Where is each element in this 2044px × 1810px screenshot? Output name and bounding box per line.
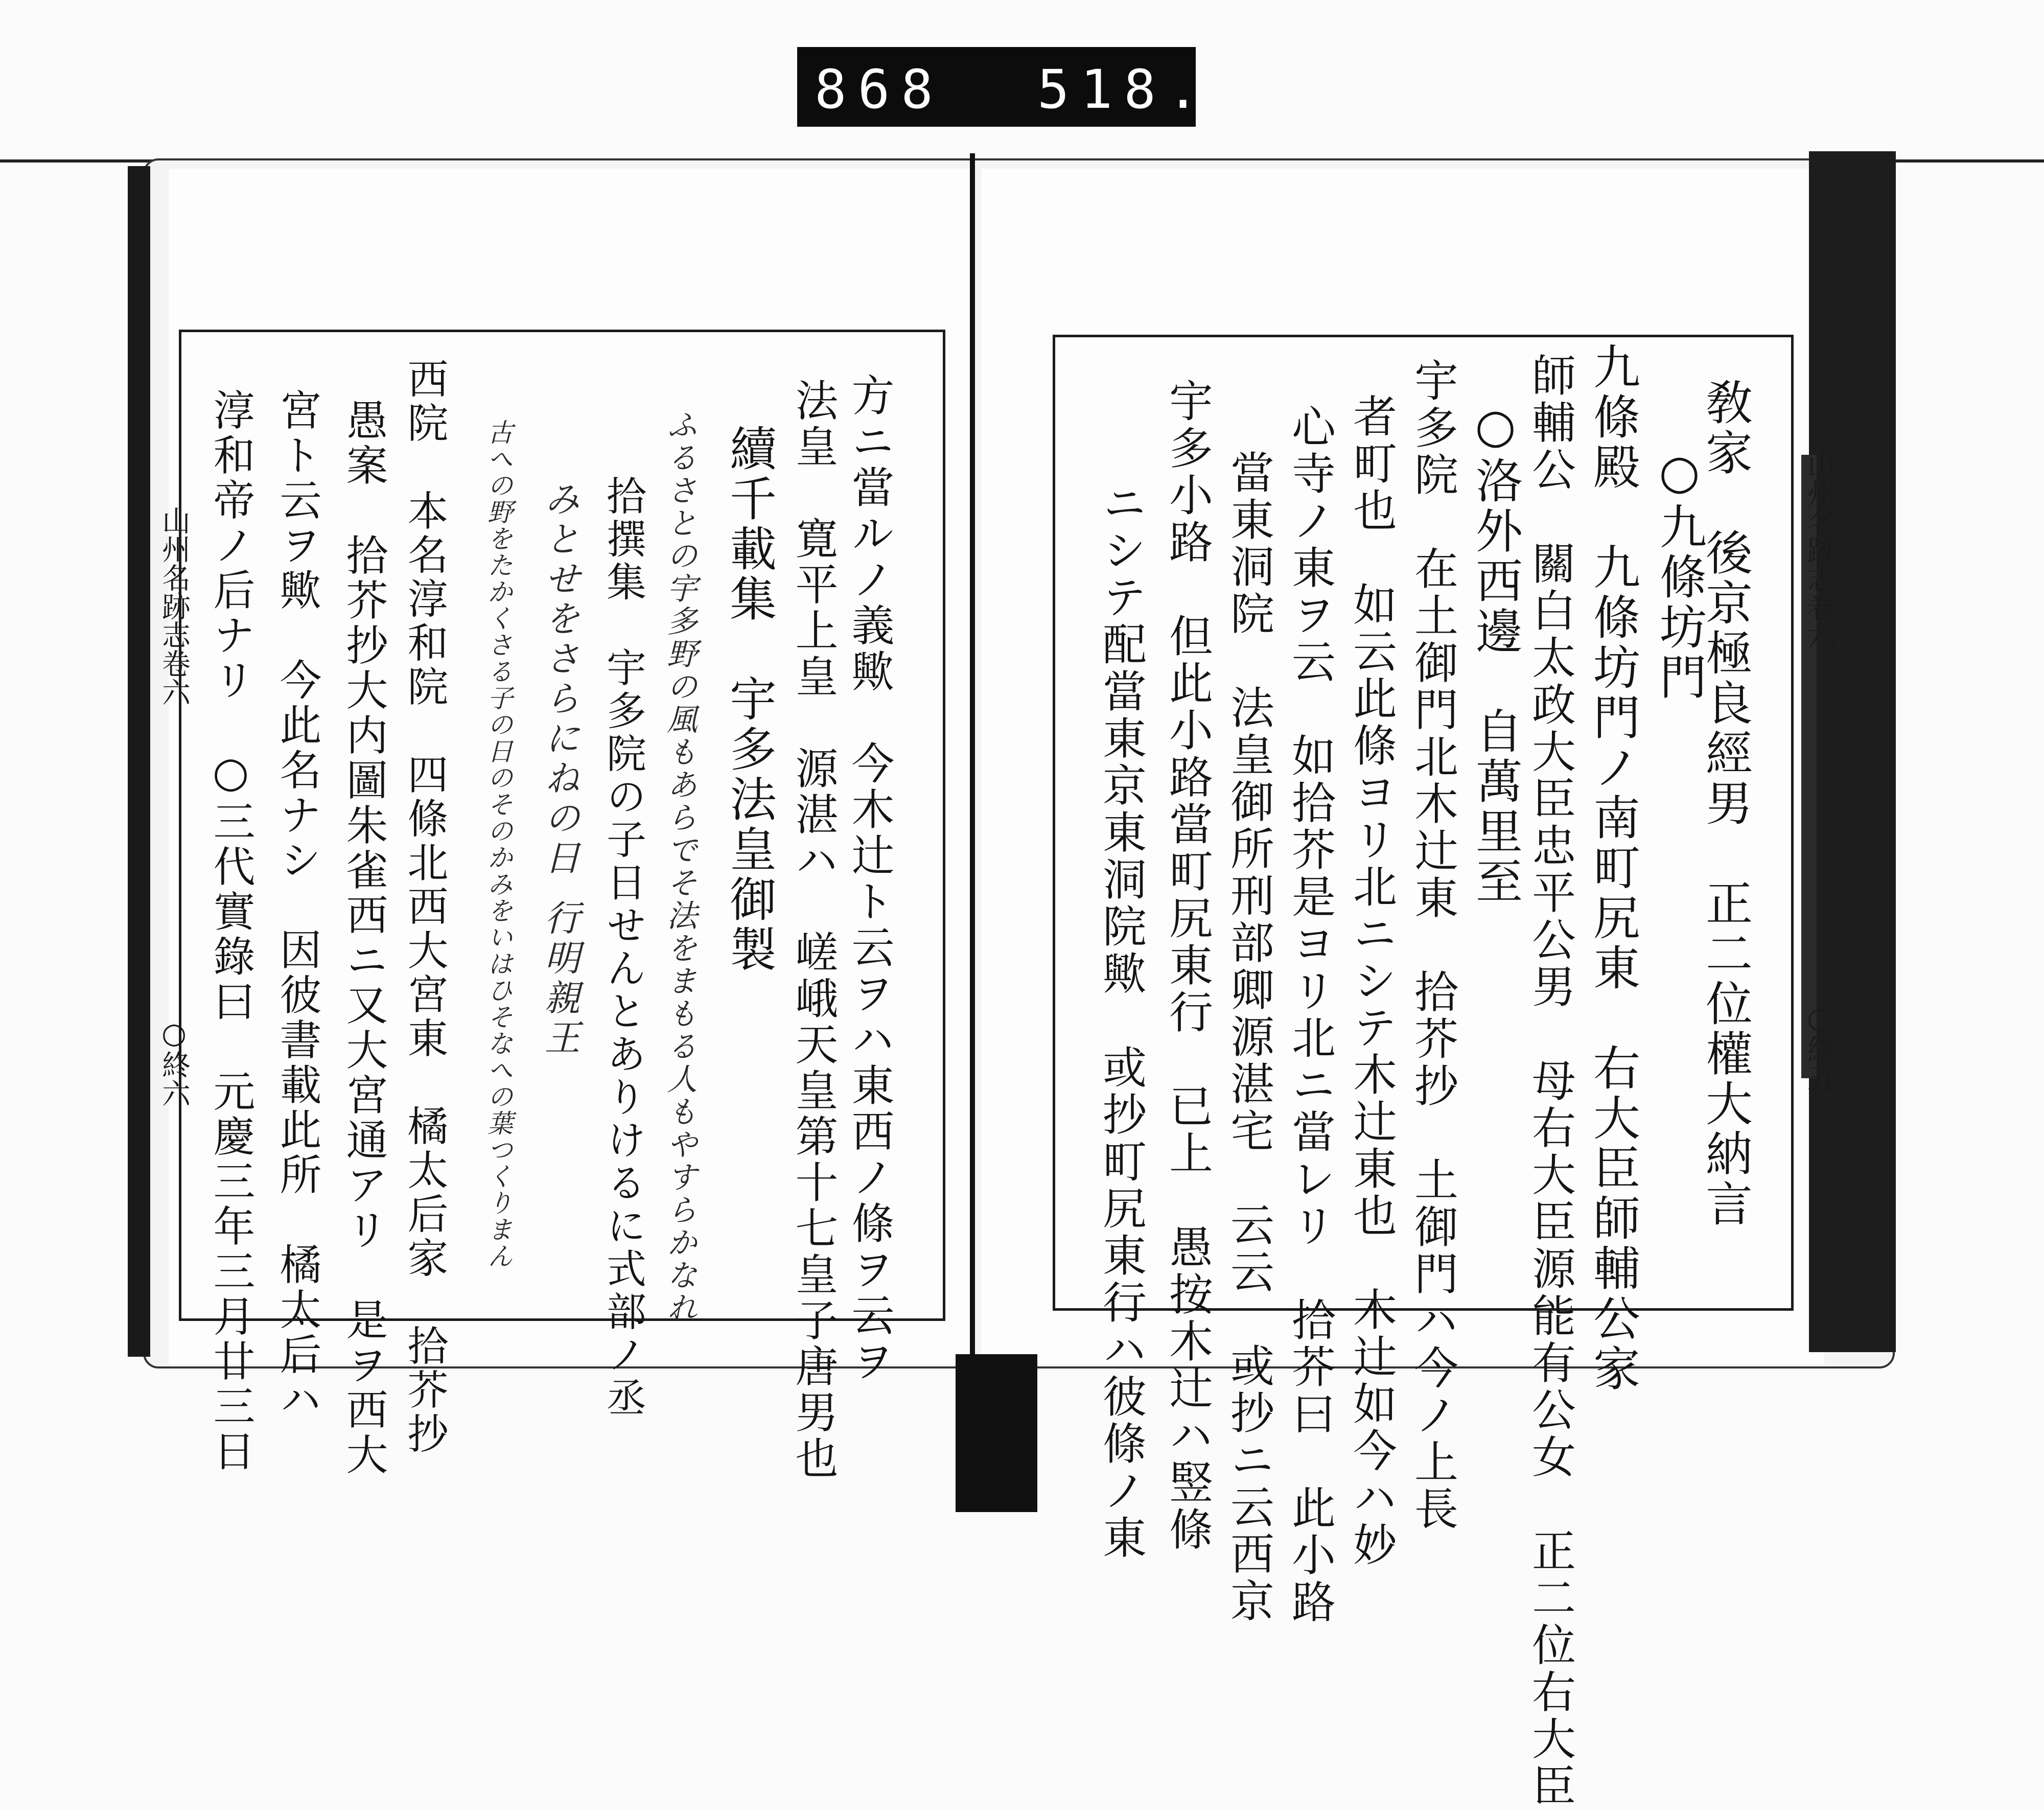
left-col-7: 行明親王: [539, 899, 580, 1059]
left-running-header: 山州名跡志卷六: [157, 506, 191, 706]
left-col-10: 愚案 拾芥抄大内圖朱雀西ニ又大宮通アリ 是ヲ西大: [339, 399, 388, 1478]
catalog-label: [797, 47, 1211, 127]
right-running-header: 山州名跡志卷六: [1803, 450, 1836, 650]
spine-clip: [956, 1354, 1037, 1512]
right-col-11: ニシテ配當東京東洞院歟 或抄町尻東行ハ彼條ノ東: [1095, 480, 1146, 1562]
catalog-number-left: 868: [815, 58, 944, 121]
right-col-8: 心寺ノ東ヲ云 如拾芥是ヨリ北ニ當レリ 拾芥曰 此小路: [1284, 404, 1335, 1626]
right-col-9: 當東洞院 法皇御所刑部卿源湛宅 云云 或抄ニ云西京: [1223, 450, 1274, 1625]
left-col-5: 拾撰集 宇多院の子日せんとありけるに式部ノ丞: [600, 475, 646, 1420]
left-col-6: みとせをさらにねの日: [539, 480, 580, 879]
right-col-2: ○九條坊門: [1652, 445, 1707, 703]
right-col-5: ○洛外西邊 自萬里至: [1468, 399, 1523, 907]
left-col-12: 淳和帝ノ后ナリ ○三代實錄曰 元慶三年三月廿三日: [206, 388, 255, 1474]
right-page-number: ○終五: [1803, 1002, 1836, 1092]
right-col-1: 敎家 後京極良經男 正二位權大納言: [1698, 378, 1753, 1229]
book-edge-right: [1809, 151, 1896, 1352]
left-col-1: 方ニ當ルノ義歟 今木辻ト云ヲハ東西ノ條ヲ云ヲ: [845, 373, 895, 1385]
left-col-9: 西院 本名淳和院 四條北西大宮東 橘太后家 拾芥抄: [401, 358, 448, 1456]
right-col-10: 宇多小路 但此小路當町尻東行 已上 愚按木辻ハ竪條: [1162, 378, 1213, 1553]
left-col-3: 續千載集 宇多法皇御製: [722, 424, 777, 975]
left-page-number: ○終六: [157, 1017, 191, 1107]
right-col-4: 師輔公 關白太政大臣忠平公男 母右大臣源能有公女 正二位右大臣: [1524, 353, 1575, 1810]
left-col-8: 古への野をたかくさる子の日のそのかみをいはひそなへの葉つくりまん: [483, 419, 513, 1269]
right-col-7: 者町也 如云此條ヨリ北ニシテ木辻東也 木辻如今ハ妙: [1345, 393, 1397, 1569]
right-col-3: 九條殿 九條坊門ノ南町尻東 右大臣師輔公家: [1586, 342, 1640, 1394]
left-col-2: 法皇 寛平上皇 源湛ハ 嵯峨天皇第十七皇子唐男也: [788, 378, 839, 1482]
right-col-6: 宇多院 在土御門北木辻東 拾芥抄 土御門ハ今ノ上長: [1407, 358, 1458, 1533]
left-col-11: 宮ト云ヲ歟 今此名ナシ 因彼書載此所 橘太后ハ: [273, 388, 321, 1423]
catalog-number-right: 518.: [1037, 58, 1211, 121]
left-col-4: ふるさとの宇多野の風もあらでそ法をまもる人もやすらかなれ: [662, 409, 698, 1325]
spine-line: [970, 153, 975, 1370]
book-edge-left: [128, 166, 150, 1357]
